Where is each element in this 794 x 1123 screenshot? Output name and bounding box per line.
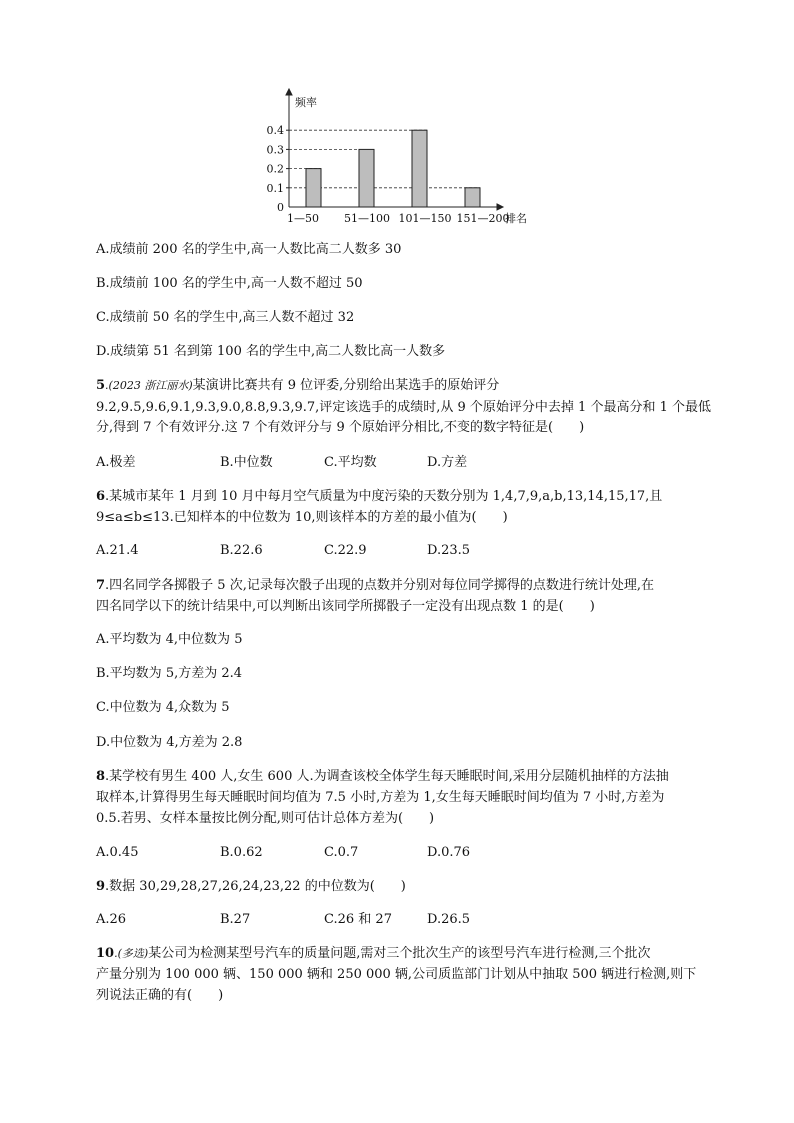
y-axis-label: 频率 bbox=[295, 96, 317, 109]
q6-option-d[interactable]: D.23.5 bbox=[427, 543, 471, 558]
q4-option-d[interactable]: D.成绩第 51 名到第 100 名的学生中,高二人数比高一人数多 bbox=[96, 344, 446, 359]
q7-text: .四名同学各掷骰子 5 次,记录每次骰子出现的点数并分别对每位同学掷得的点数进行统计处理,在 bbox=[105, 578, 654, 593]
q9-line1 bbox=[96, 879, 406, 895]
q5-source: .(2023 浙江丽水) bbox=[105, 379, 193, 392]
q5-option-b[interactable]: B.中位数 bbox=[220, 455, 273, 470]
q8-text: .某学校有男生 400 人,女生 600 人.为调查该校全体学生每天睡眠时间,采用分层随机抽样的方法抽 bbox=[105, 769, 669, 784]
q6-text: .某城市某年 1 月到 10 月中每月空气质量为中度污染的天数分别为 1,4,7,9,a,b,13,14,15,17,且 bbox=[105, 489, 663, 504]
q8-line2: 取样本,计算得男生每天睡眠时间均值为 7.5 小时,方差为 1,女生每天睡眠时间均值为 7 小时,方差为 bbox=[96, 790, 665, 805]
q5-number: 5 bbox=[96, 378, 106, 393]
y-tick-label: 0.4 bbox=[266, 124, 284, 138]
frequency-bar-chart bbox=[0, 0, 794, 240]
q5-line1 bbox=[96, 378, 499, 394]
q7-option-b[interactable]: B.平均数为 5,方差为 2.4 bbox=[96, 666, 243, 681]
q6-option-c[interactable]: C.22.9 bbox=[324, 543, 367, 558]
x-tick-label: 51—100 bbox=[344, 212, 390, 225]
x-tick-label: 1—50 bbox=[287, 212, 319, 225]
q4-option-b[interactable]: B.成绩前 100 名的学生中,高一人数不超过 50 bbox=[96, 276, 363, 291]
q9-option-c[interactable]: C.26 和 27 bbox=[324, 912, 392, 927]
q8-line1 bbox=[96, 769, 669, 785]
bar-151—200 bbox=[465, 188, 480, 207]
q6-line2: 9≤a≤b≤13.已知样本的中位数为 10,则该样本的方差的最小值为( ) bbox=[96, 510, 508, 525]
q9-option-a[interactable]: A.26 bbox=[96, 912, 127, 927]
q6-line1 bbox=[96, 489, 662, 505]
q10-number: 10 bbox=[96, 946, 115, 961]
origin-label: 0 bbox=[277, 201, 284, 214]
x-tick-label: 101—150 bbox=[398, 212, 452, 225]
q9-text: .数据 30,29,28,27,26,24,23,22 的中位数为( ) bbox=[105, 879, 406, 894]
q7-line2: 四名同学以下的统计结果中,可以判断出该同学所掷骰子一定没有出现点数 1 的是( ) bbox=[96, 599, 595, 614]
q10-text: 某公司为检测某型号汽车的质量问题,需对三个批次生产的该型号汽车进行检测,三个批次 bbox=[148, 946, 651, 961]
q8-option-b[interactable]: B.0.62 bbox=[220, 845, 263, 860]
bar-1—50 bbox=[306, 169, 321, 207]
y-axis-arrow bbox=[286, 89, 292, 95]
q8-number: 8 bbox=[96, 769, 106, 784]
q10-source: .(多选) bbox=[114, 947, 149, 960]
q10-line1 bbox=[96, 946, 650, 962]
x-tick-label: 151—200 bbox=[456, 212, 510, 225]
bar-51—100 bbox=[359, 149, 374, 207]
q10-line3: 列说法正确的有( ) bbox=[96, 988, 224, 1003]
q4-option-a[interactable]: A.成绩前 200 名的学生中,高一人数比高二人数多 30 bbox=[96, 242, 402, 257]
q8-line3: 0.5.若男、女样本量按比例分配,则可估计总体方差为( ) bbox=[96, 811, 435, 826]
q5-line2: 9.2,9.5,9.6,9.1,9.3,9.0,8.8,9.3,9.7,评定该选手的成绩时,从 9 个原始评分中去掉 1 个最高分和 1 个最低 bbox=[96, 400, 711, 415]
q5-line3: 分,得到 7 个有效评分.这 7 个有效评分与 9 个原始评分相比,不变的数字特征是( ) bbox=[96, 420, 585, 435]
q8-option-d[interactable]: D.0.76 bbox=[427, 845, 471, 860]
q7-line1 bbox=[96, 578, 654, 594]
q8-option-a[interactable]: A.0.45 bbox=[96, 845, 139, 860]
q9-option-b[interactable]: B.27 bbox=[220, 912, 251, 927]
q7-number: 7 bbox=[96, 578, 106, 593]
bar-101—150 bbox=[412, 130, 427, 207]
q7-option-d[interactable]: D.中位数为 4,方差为 2.8 bbox=[96, 735, 243, 750]
q9-number: 9 bbox=[96, 879, 106, 894]
q5-option-c[interactable]: C.平均数 bbox=[324, 455, 377, 470]
q8-option-c[interactable]: C.0.7 bbox=[324, 845, 359, 860]
x-axis-label: 排名 bbox=[505, 212, 527, 225]
q7-option-c[interactable]: C.中位数为 4,众数为 5 bbox=[96, 700, 230, 715]
q7-option-a[interactable]: A.平均数为 4,中位数为 5 bbox=[96, 632, 243, 647]
q5-option-a[interactable]: A.极差 bbox=[96, 455, 136, 470]
x-axis-arrow bbox=[497, 204, 503, 210]
q4-option-c[interactable]: C.成绩前 50 名的学生中,高三人数不超过 32 bbox=[96, 310, 355, 325]
q6-option-b[interactable]: B.22.6 bbox=[220, 543, 263, 558]
y-tick-label: 0.1 bbox=[266, 181, 284, 195]
y-tick-label: 0.3 bbox=[266, 143, 284, 157]
q5-option-d[interactable]: D.方差 bbox=[427, 455, 468, 470]
q10-line2: 产量分别为 100 000 辆、150 000 辆和 250 000 辆,公司质监部门计划从中抽取 500 辆进行检测,则下 bbox=[96, 967, 697, 982]
q9-option-d[interactable]: D.26.5 bbox=[427, 912, 471, 927]
q5-text: 某演讲比赛共有 9 位评委,分别给出某选手的原始评分 bbox=[192, 378, 500, 393]
q6-option-a[interactable]: A.21.4 bbox=[96, 543, 139, 558]
y-tick-label: 0.2 bbox=[266, 162, 284, 176]
q6-number: 6 bbox=[96, 489, 106, 504]
